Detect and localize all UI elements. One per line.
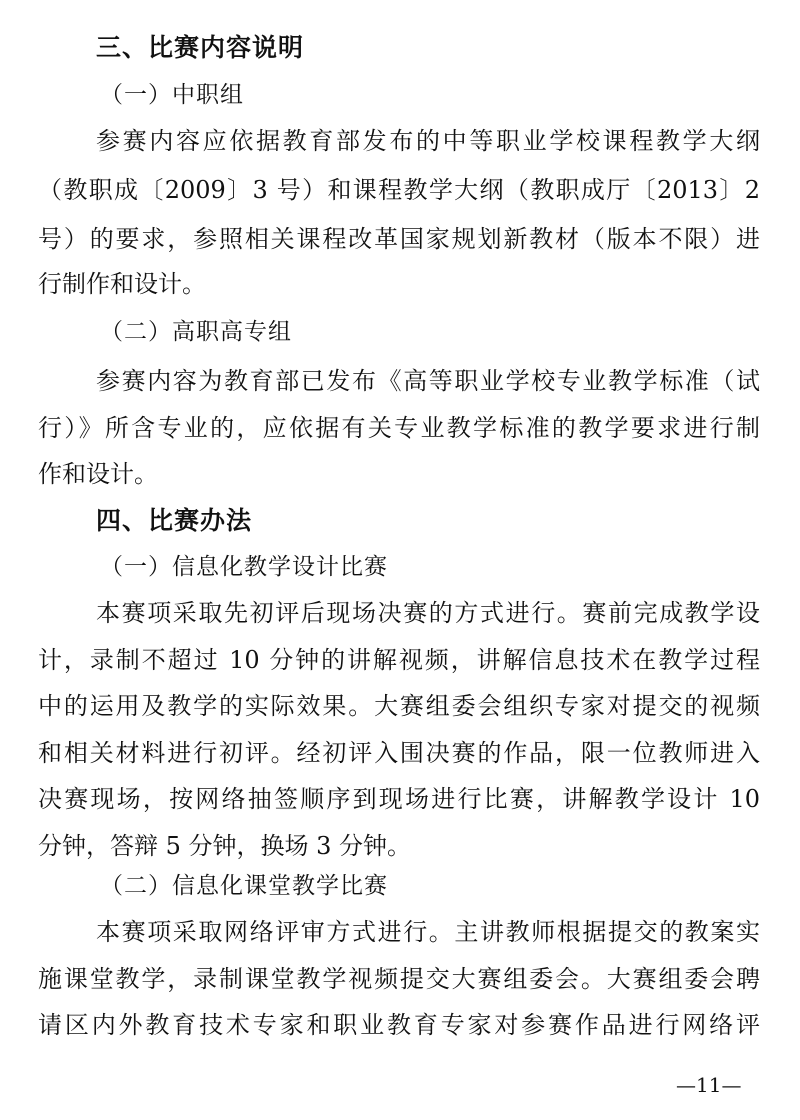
paragraph-line: 号）的要求，参照相关课程改革国家规划新教材（版本不限）进: [38, 225, 760, 253]
subheading-teaching-design: （一）信息化教学设计比赛: [100, 554, 388, 580]
paragraph-line: 计，录制不超过 10 分钟的讲解视频，讲解信息技术在教学过程: [38, 646, 760, 674]
section-heading-4: 四、比赛办法: [96, 506, 253, 535]
subheading-secondary-vocational: （一）中职组: [100, 82, 244, 108]
page-number: —11—: [676, 1073, 742, 1097]
paragraph-line: 决赛现场，按网络抽签顺序到现场进行比赛，讲解教学设计 10: [38, 785, 760, 813]
subheading-higher-vocational: （二）高职高专组: [100, 319, 292, 345]
paragraph-line: 参赛内容应依据教育部发布的中等职业学校课程教学大纲: [96, 127, 760, 155]
paragraph-line: 分钟，答辩 5 分钟，换场 3 分钟。: [38, 832, 412, 860]
paragraph-line: 作和设计。: [38, 460, 158, 488]
paragraph-line: 施课堂教学，录制课堂教学视频提交大赛组委会。大赛组委会聘: [38, 965, 760, 993]
section-heading-3: 三、比赛内容说明: [96, 33, 305, 62]
paragraph-line: 本赛项采取网络评审方式进行。主讲教师根据提交的教案实: [96, 918, 760, 946]
paragraph-line: 中的运用及教学的实际效果。大赛组委会组织专家对提交的视频: [38, 692, 760, 720]
paragraph-line: 参赛内容为教育部已发布《高等职业学校专业教学标准（试: [96, 367, 760, 395]
paragraph-line: 本赛项采取先初评后现场决赛的方式进行。赛前完成教学设: [96, 599, 760, 627]
paragraph-line: 行制作和设计。: [38, 270, 206, 298]
subheading-classroom-teaching: （二）信息化课堂教学比赛: [100, 873, 388, 899]
paragraph-line: （教职成〔2009〕3 号）和课程教学大纲（教职成厅〔2013〕2: [38, 176, 760, 204]
paragraph-line: 和相关材料进行初评。经初评入围决赛的作品，限一位教师进入: [38, 739, 760, 767]
paragraph-line: 行）》所含专业的，应依据有关专业教学标准的教学要求进行制: [38, 414, 760, 442]
paragraph-line: 请区内外教育技术专家和职业教育专家对参赛作品进行网络评: [38, 1011, 760, 1039]
